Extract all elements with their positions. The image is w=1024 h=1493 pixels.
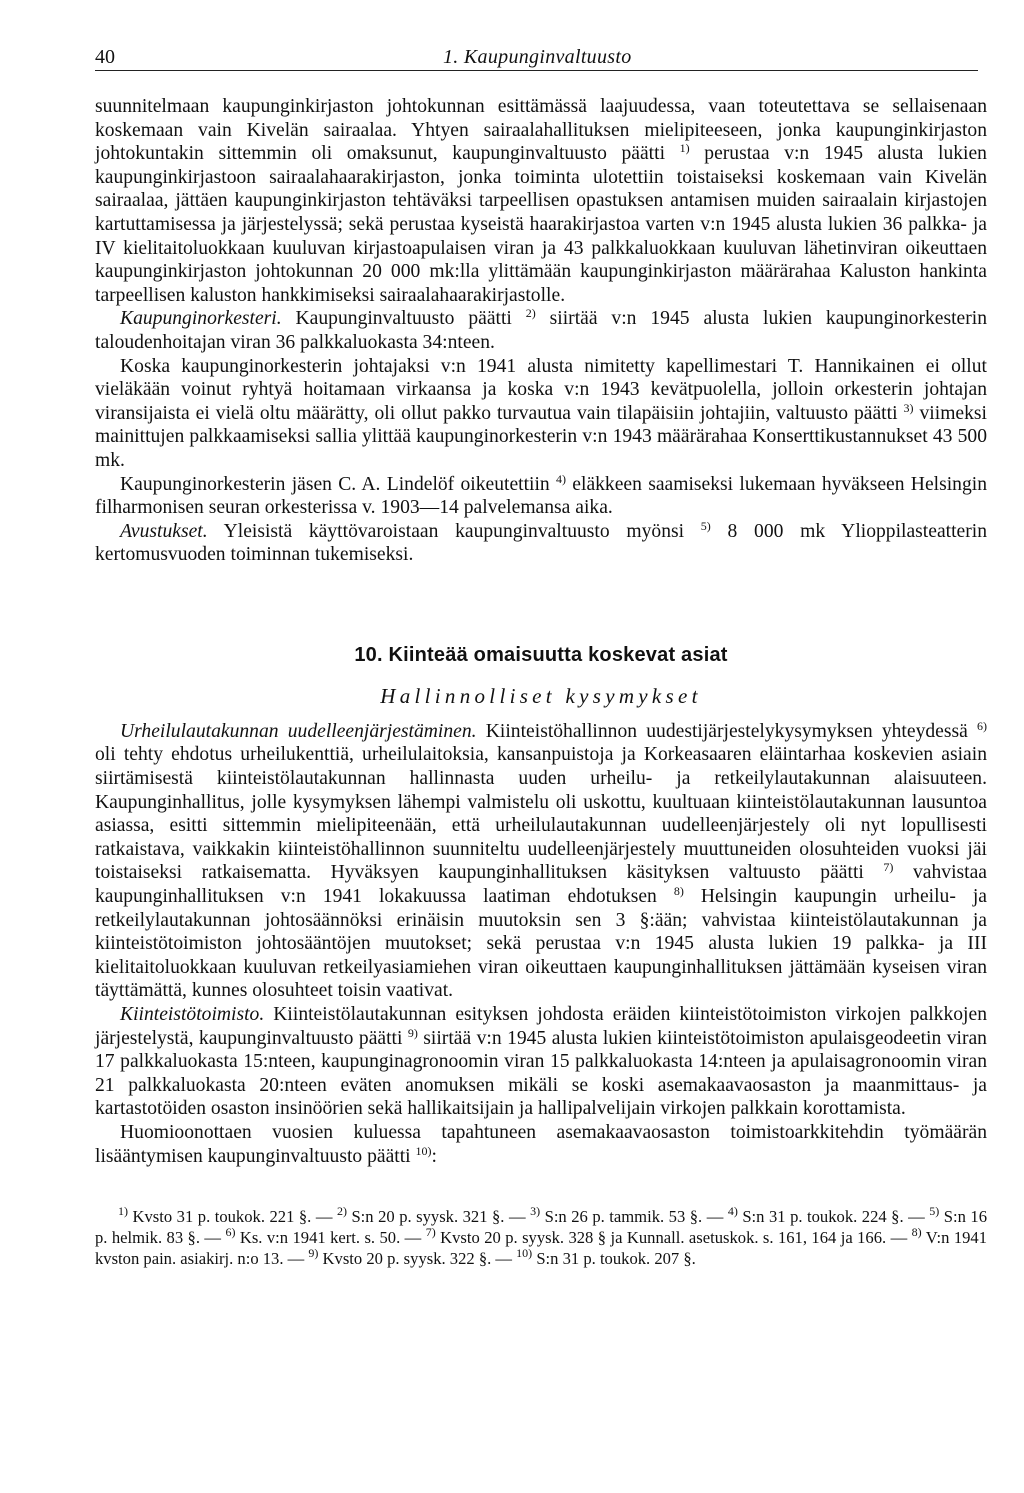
paragraph [95,1121,987,1168]
paragraph [95,95,987,307]
footnote-text: S:n 16 p. helmik. 83 §. — [95,1207,987,1248]
footnote-marker: 5) [929,1204,940,1219]
paragraph [95,473,987,520]
footnote-ref: 1) [679,141,690,156]
footnote-ref: 3) [903,400,914,415]
footnote-text: Ks. v:n 1941 kert. s. 50. — [235,1228,426,1248]
paragraph-text: oli tehty ehdotus urheilukenttiä, urheilulaitoksia, kansanpuistoja ja Korkeasaaren eläintarhaa koskevien asiain siirtämisestä kiinteistölautakunnan hallinnasta uuden urheilu- ja retkeilylautakunnan alaisuuteen. Kaupunginhallitus, jolle kysymyksen lähempi valmistelu oli uskottu, kuultuaan kiinteistölautakunnan lausuntoa asiassa, esitti sittemmin mielipiteenään, että urheilulautakunnan uudelleenjärjestely oli nyt lopullisesti ratkaistava, vaikkakin kiinteistöhallinnon suunniteltu uudelleenjärjestely muuttuneiden olosuhteiden vuoksi jäi toistaiseksi ratkaisematta. Hyväksyen kaupunginhallituksen käsityksen valtuusto päätti [95,744,987,884]
paragraph-text: Kaupunginorkesterin jäsen C. A. Lindelöf oikeutettiin [120,473,557,495]
paragraph-text: Koska kaupunginorkesterin johtajaksi v:n 1941 alusta nimitetty kapellimestari T. Hannikainen ei ollut vieläkään voinut ryhtyä hoitamaan virkaansa ja koska v:n 1943 kevätpuolella, jolloin orkesterin johtajan viransijaista ei vielä oltu määrätty, oli ollut pakko turvautua vain tilapäisiin johtajiin, valtuusto päätti [95,355,987,424]
footnote-marker: 10) [516,1246,533,1261]
paragraph-text: Kiinteistöhallinnon uudestijärjestelykysymyksen yhteydessä [476,720,977,742]
footnote-ref: 6) [977,718,987,733]
footnote-text: S:n 26 p. tammik. 53 §. — [540,1207,728,1227]
footnote-marker: 1) [118,1204,128,1219]
footnote-marker: 9) [308,1246,319,1261]
paragraph-text: vahvistaa kaupunginhallituksen v:n 1941 lokakuussa laatiman ehdotuksen [95,862,987,908]
footnote-ref: 4) [556,471,567,486]
top-paragraphs [95,95,987,567]
paragraph-lead: Avustukset. [120,520,208,542]
footnote-text: Kvsto 20 p. syysk. 322 §. — [318,1249,517,1269]
paragraph [95,520,987,567]
footnote-text: S:n 31 p. toukok. 207 §. [532,1249,696,1269]
paragraph-text: Kaupunginvaltuusto päätti [281,308,526,330]
paragraph-text: Kiinteistölautakunnan esityksen johdosta eräiden kiinteistötoimiston virkojen palkkojen järjestelystä, kaupunginvaltuusto päätti [95,1004,987,1049]
footnote-text: S:n 31 p. toukok. 224 §. — [737,1207,930,1227]
footnotes [95,1206,987,1269]
paragraph-text: siirtää v:n 1945 alusta lukien kaupunginorkesterin taloudenhoitajan viran 36 palkkaluokasta 34:nteen. [95,308,987,353]
footnote-block [95,1206,987,1269]
footnote-ref: 8) [673,884,684,899]
paragraph-lead: Kiinteistötoimisto. [120,1004,265,1025]
paragraph-lead: Urheilulautakunnan uudelleenjärjestäminen. [120,720,477,742]
paragraph-text: perustaa v:n 1945 alusta lukien kaupunginkirjastoon sairaalahaarakirjaston, jonka toiminta ulotettiin toistaiseksi koskemaan vain Kivelän sairaalaa, jättäen kaupunginkirjaston tehtäväksi tarpeellisen opastuksen antamisen muiden sairaalain kirjastojen kartuttamisessa ja järjestelyssä; sekä perustaa kyseistä haarakirjastoa varten v:n 1945 alusta lukien 36 palkka- ja IV kielitaitoluokkaan kuuluvan kirjastoapulaisen viran ja 43 palkkaluokkaan kuuluvan lähetinviran oikeuttaen kaupunginkirjaston johtokunnan 20 000 mk:lla ylittämään kaupunginkirjaston määrärahaa Kaluston hankinta tarpeellisen kaluston hankkimiseksi sairaalahaarakirjastolle. [95,143,987,306]
paragraph [95,1003,987,1121]
paragraph-text: Yleisistä käyttövaroistaan kaupunginvaltuusto myönsi [207,520,701,542]
footnote-ref: 7) [883,860,894,875]
paragraph [95,355,987,473]
footnote-marker: 6) [225,1225,236,1240]
footnote-marker: 4) [727,1204,738,1219]
footnote-ref: 9) [407,1025,418,1040]
footnote-text: S:n 20 p. syysk. 321 §. — [346,1207,531,1227]
bottom-paragraphs [95,720,987,1168]
paragraph-text: viimeksi mainittujen palkkaamiseksi sallia ylittää kaupunginorkesterin v:n 1943 määrärahaa Konserttikustannukset 43 500 mk. [95,402,987,471]
page-body [95,95,987,1269]
section-heading: 10. Kiinteää omaisuutta koskevat asiat [354,643,728,666]
paragraph [95,720,987,1003]
footnote-marker: 3) [530,1204,541,1219]
footnote-ref: 10) [415,1143,432,1158]
section-subheading: Hallinnolliset kysymykset [380,683,702,708]
page-header [95,44,978,71]
paragraph-text: 8 000 mk Ylioppilasteatterin kertomusvuoden toiminnan tukemiseksi. [95,520,987,566]
footnote-ref: 5) [700,518,711,533]
paragraph-text: eläkkeen saamiseksi lukemaan hyväkseen Helsingin filharmonisen seuran orkesterissa v. 1903—14 palvelemansa aika. [95,473,987,519]
paragraph-text: suunnitelmaan kaupunginkirjaston johtokunnan esittämässä laajuudessa, vaan toteutettava se sellaisenaan koskemaan vain Kivelän sairaalaa. Yhtyen sairaalahallituksen mielipiteeseen, jonka kaupunginkirjaston johtokuntakin sittemmin oli omaksunut, kaupunginvaltuusto päätti [95,96,987,165]
paragraph [95,307,987,354]
footnote-text: Kvsto 20 p. syysk. 328 § ja Kunnall. asetuskok. s. 161, 164 ja 166. — [435,1228,912,1248]
paragraph-text: Huomioonottaen vuosien kuluessa tapahtuneen asemakaavaosaston toimistoarkkitehdin työmäärän lisääntymisen kaupunginvaltuusto päätti [95,1121,987,1167]
paragraph-text: : [431,1145,437,1167]
footnote-text: V:n 1941 kvston pain. asiakirj. n:o 13. — [95,1228,988,1269]
page-number: 40 [95,46,115,68]
footnote-ref: 2) [525,306,536,321]
running-title: 1. Kaupunginvaltuusto [443,46,632,68]
paragraph-lead: Kaupunginorkesteri. [120,308,282,330]
footnote-marker: 2) [336,1204,347,1219]
paragraph-text: siirtää v:n 1945 alusta lukien kiinteistötoimiston apulaisgeodeetin viran 17 palkkaluokasta 15:nteen, kaupunginagronoomin viran 15 palkkaluokasta 14:nteen ja apulaisagronoomin viran 21 palkkaluokasta 20:nteen eväten anomuksen mikäli se koski asemakaavaosaston ja maanmittaus- ja kartastotöiden osaston insinöörien sekä hallikaitsijain ja hallipalvelijain virkojen palkkain korottamista. [95,1027,987,1120]
footnote-marker: 8) [911,1225,922,1240]
footnote-text: Kvsto 31 p. toukok. 221 §. — [128,1207,337,1227]
paragraph-text: Helsingin kaupungin urheilu- ja retkeilylautakunnan johtosäännöksi erinäisin muutoksin sen 3 §:ään; vahvistaa kiinteistölautakunnan ja kiinteistötoimiston johtosääntöjen muutokset; sekä perustaa v:n 1945 alusta lukien 19 palkka- ja III kielitaitoluokkaan kuuluvan retkeilyasiamiehen viran oikeuttaen kaupunginhallituksen jättämään kyseisen viran täyttämättä, kunnes olosuhteet toisin vaativat. [95,886,988,1002]
footnote-marker: 7) [425,1225,436,1240]
